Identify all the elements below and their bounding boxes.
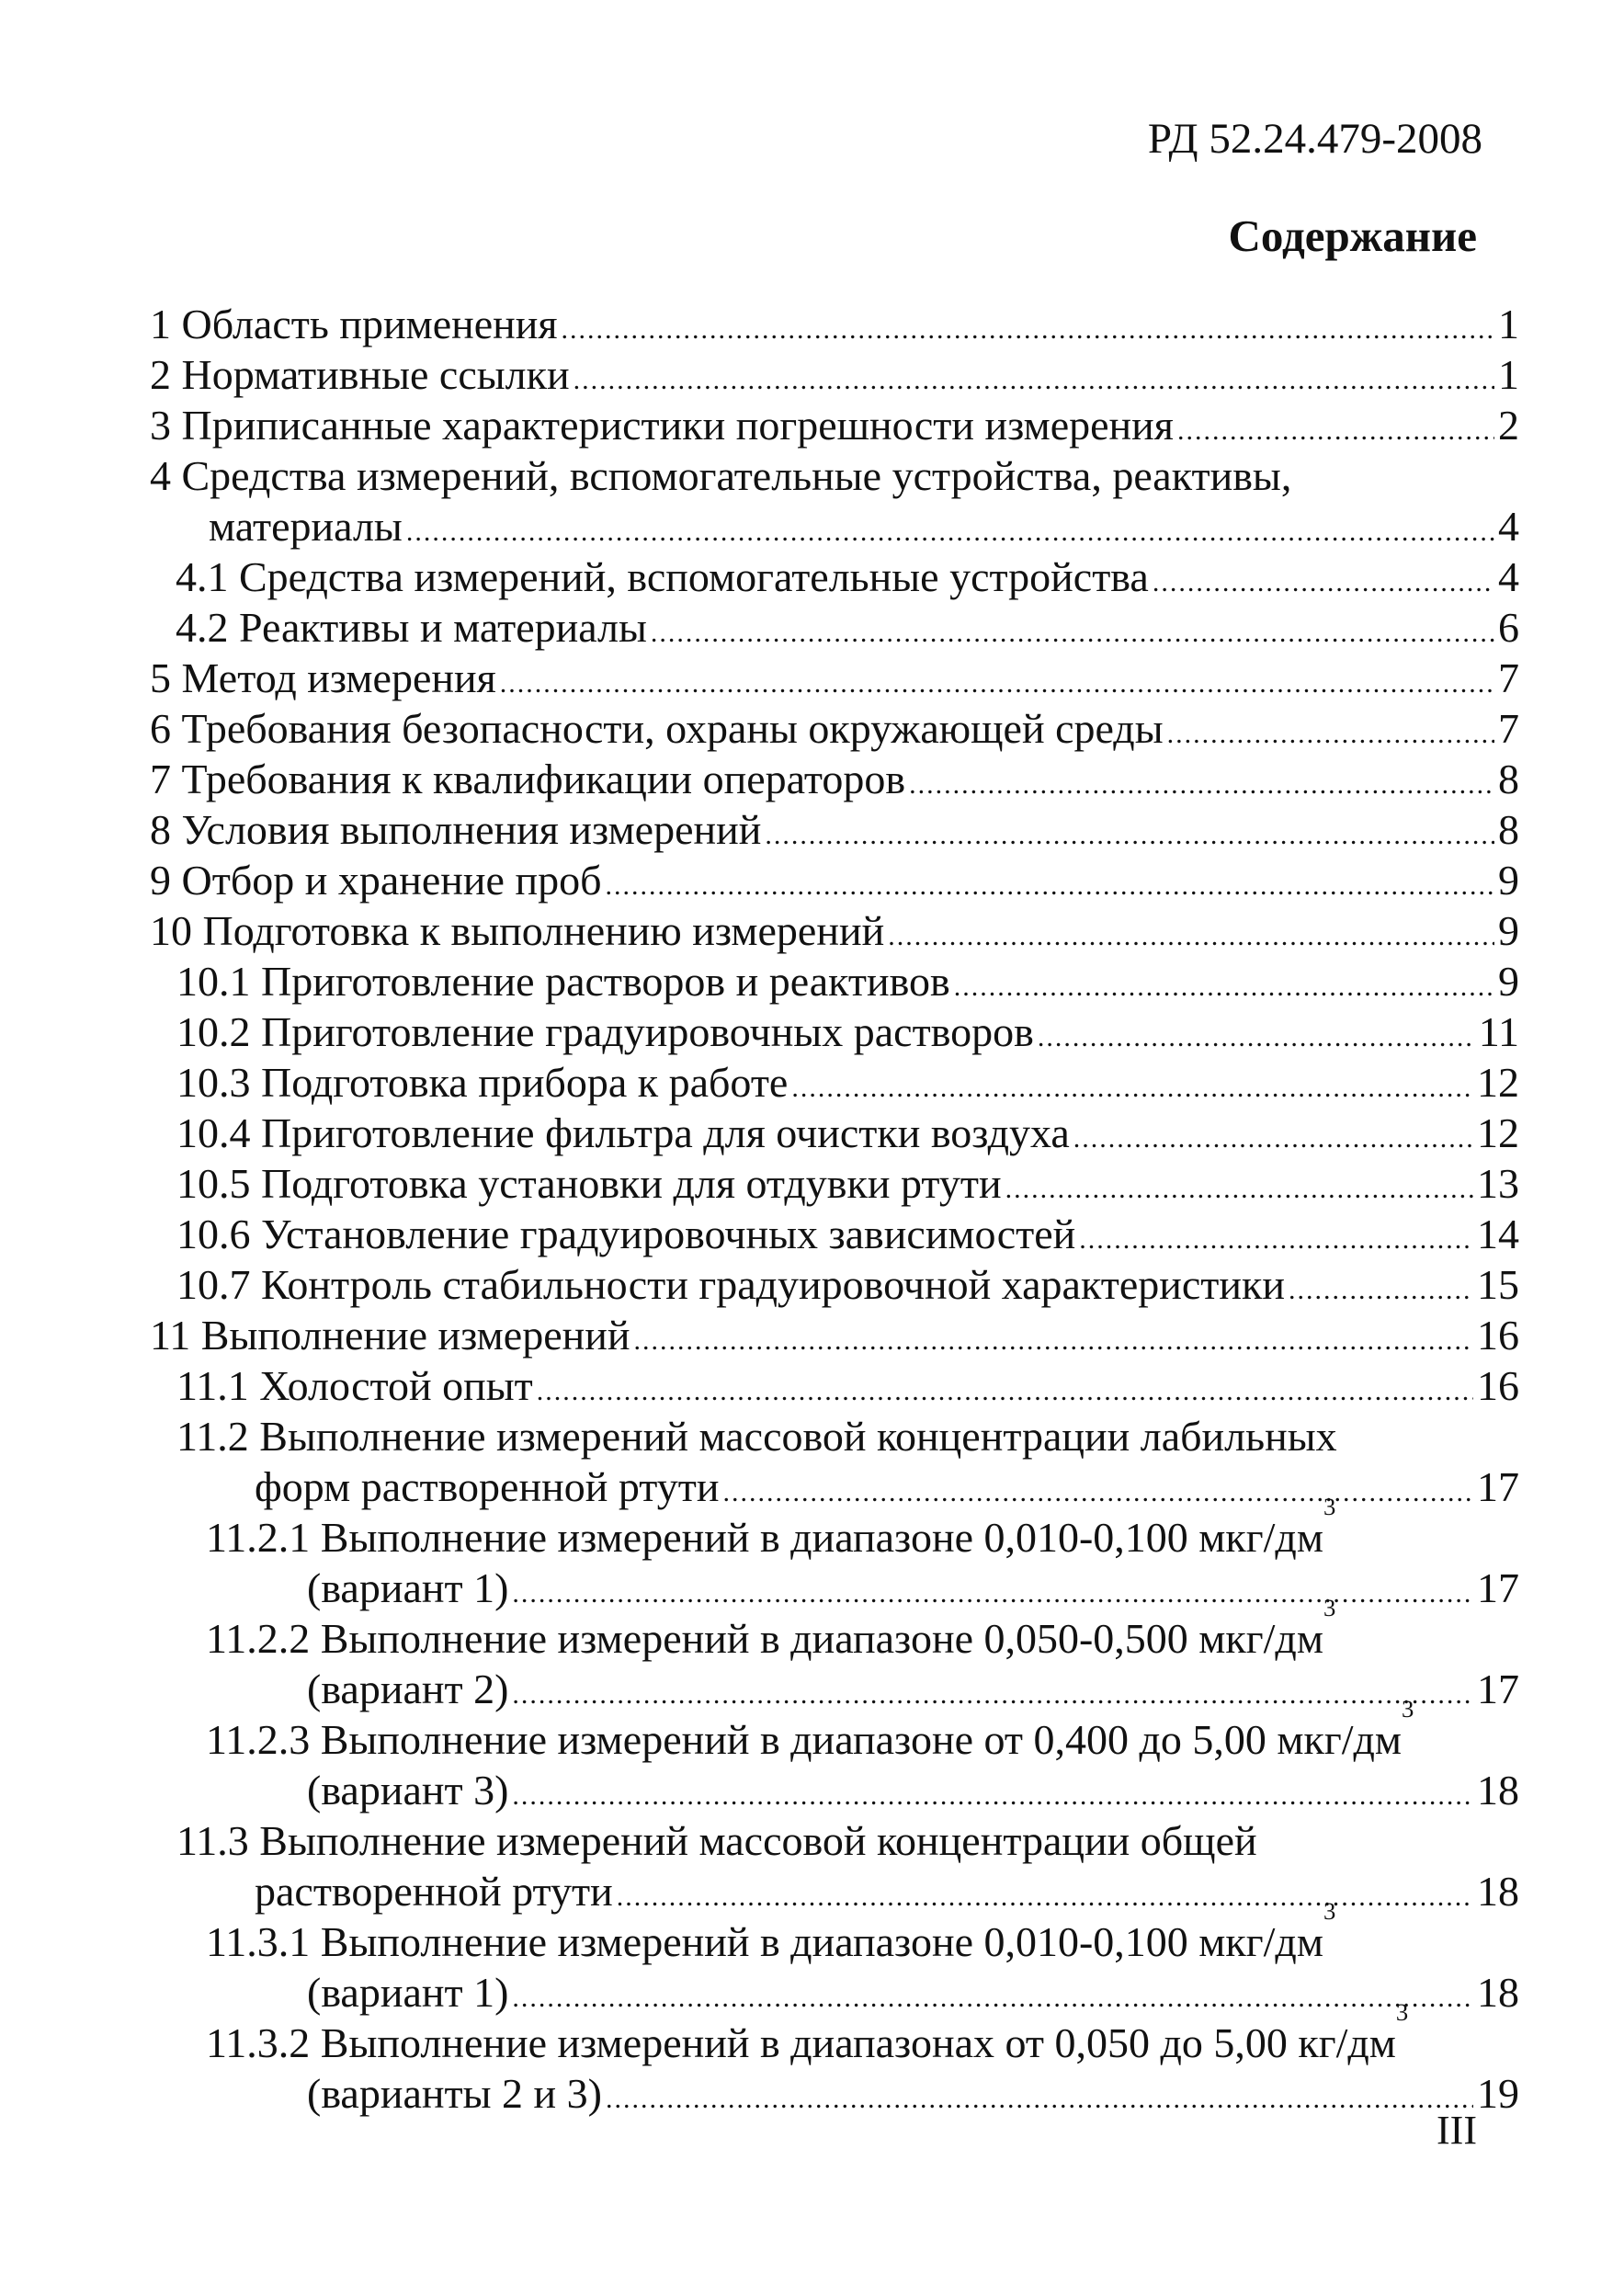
toc-entry-label: 7 Требования к квалификации операторов bbox=[150, 756, 906, 802]
toc-entry-continuation: форм растворенной ртути bbox=[255, 1463, 720, 1510]
toc-entry-10-1[interactable] bbox=[150, 956, 1519, 1006]
toc-entry-label: 3 Приписанные характеристики погрешности измерения bbox=[150, 402, 1174, 449]
toc-entry-11-3-continuation[interactable] bbox=[150, 1866, 1519, 1916]
toc-entry-label: 11 Выполнение измерений bbox=[150, 1312, 630, 1359]
toc-entry-page: 6 bbox=[1498, 604, 1519, 651]
toc-entry-page: 8 bbox=[1498, 806, 1519, 853]
toc-entry-page: 4 bbox=[1498, 503, 1519, 550]
toc-entry-page: 13 bbox=[1477, 1160, 1519, 1207]
toc-leader-dots bbox=[765, 810, 1494, 860]
toc-entry-label: 10.5 Подготовка установки для отдувки ртути bbox=[176, 1160, 1002, 1207]
toc-leader-dots bbox=[954, 961, 1494, 1012]
toc-entry-label: 11.3.1 Выполнение измерений в диапазоне 0,010-0,100 мкг/дм bbox=[206, 1918, 1323, 1965]
toc-leader-dots bbox=[617, 1871, 1473, 1922]
toc-entry-page: 9 bbox=[1498, 857, 1519, 904]
toc-entry-4-continuation[interactable] bbox=[150, 501, 1519, 551]
toc-leader-dots bbox=[1073, 1113, 1473, 1164]
toc-entry-continuation: (вариант 1) bbox=[307, 1969, 509, 2016]
superscript: 3 bbox=[1323, 1594, 1336, 1621]
toc-entry-label: 5 Метод измерения bbox=[150, 654, 496, 701]
toc-entry-label: 11.2.3 Выполнение измерений в диапазоне от 0,400 до 5,00 мкг/дм bbox=[206, 1716, 1403, 1763]
toc-leader-dots bbox=[722, 1467, 1473, 1518]
toc-leader-dots bbox=[537, 1366, 1473, 1416]
toc-entry-page: 12 bbox=[1477, 1059, 1519, 1106]
toc-entry-page: 14 bbox=[1477, 1211, 1519, 1257]
toc-entry-continuation: (варианты 2 и 3) bbox=[307, 2070, 602, 2117]
toc-entry-page: 19 bbox=[1477, 2070, 1519, 2117]
toc-entry-3[interactable] bbox=[150, 400, 1519, 450]
toc-entry-11-3[interactable] bbox=[150, 1815, 1519, 1866]
toc-entry-page: 15 bbox=[1477, 1261, 1519, 1308]
toc-leader-dots bbox=[1079, 1214, 1473, 1265]
toc-entry-label: 4.1 Средства измерений, вспомогательные устройства bbox=[176, 553, 1149, 600]
toc-entry-page: 7 bbox=[1498, 705, 1519, 752]
toc-entry-page: 18 bbox=[1477, 1969, 1519, 2016]
toc-leader-dots bbox=[574, 355, 1494, 405]
toc-entry-page: 7 bbox=[1498, 654, 1519, 701]
toc-entry-label: 11.2.2 Выполнение измерений в диапазоне 0,050-0,500 мкг/дм bbox=[206, 1615, 1323, 1662]
toc-entry-11-2-1[interactable] bbox=[150, 1493, 1519, 1563]
toc-entry-label: 4.2 Реактивы и материалы bbox=[176, 604, 647, 651]
toc-entry-continuation: растворенной ртути bbox=[255, 1868, 613, 1915]
toc-entry-label: 9 Отбор и хранение проб bbox=[150, 857, 602, 904]
toc-leader-dots bbox=[633, 1315, 1473, 1366]
toc-entry-10[interactable] bbox=[150, 905, 1519, 956]
superscript: 3 bbox=[1402, 1695, 1414, 1723]
toc-entry-11-3-1-continuation[interactable] bbox=[150, 1967, 1519, 2018]
toc-entry-11-2-2[interactable] bbox=[150, 1594, 1519, 1664]
toc-entry-11-3-1[interactable] bbox=[150, 1897, 1519, 1967]
toc-entry-label: 4 Средства измерений, вспомогательные устройства, реактивы, bbox=[150, 452, 1292, 499]
toc-entry-label: 1 Область применения bbox=[150, 301, 558, 347]
toc-entry-page: 1 bbox=[1498, 301, 1519, 347]
toc-entry-label: 6 Требования безопасности, охраны окружающей среды bbox=[150, 705, 1164, 752]
toc-leader-dots bbox=[512, 1669, 1473, 1720]
toc-entry-page: 17 bbox=[1477, 1564, 1519, 1611]
toc-leader-dots bbox=[1167, 709, 1494, 759]
toc-entry-page: 8 bbox=[1498, 756, 1519, 802]
toc-entry-continuation: (вариант 1) bbox=[307, 1564, 509, 1611]
superscript: 3 bbox=[1323, 1493, 1336, 1520]
toc-entry-page: 18 bbox=[1477, 1868, 1519, 1915]
toc-entry-4-1[interactable] bbox=[150, 551, 1519, 602]
toc-entry-page: 17 bbox=[1477, 1463, 1519, 1510]
toc-entry-2[interactable] bbox=[150, 349, 1519, 400]
toc-entry-label: 10.2 Приготовление градуировочных растворов bbox=[176, 1008, 1034, 1055]
toc-entry-label: 8 Условия выполнения измерений bbox=[150, 806, 762, 853]
toc-entry-continuation: материалы bbox=[209, 503, 403, 550]
toc-leader-dots bbox=[1153, 557, 1494, 608]
toc-leader-dots bbox=[909, 759, 1494, 810]
toc-entry-10-4[interactable] bbox=[150, 1108, 1519, 1158]
toc-leader-dots bbox=[651, 608, 1494, 658]
toc-entry-page: 2 bbox=[1498, 402, 1519, 449]
toc-entry-label: 10.6 Установление градуировочных зависимостей bbox=[176, 1211, 1076, 1257]
toc-entry-page: 11 bbox=[1478, 1008, 1519, 1055]
toc-entry-10-3[interactable] bbox=[150, 1057, 1519, 1108]
page-number: III bbox=[1437, 2108, 1477, 2153]
toc-entry-11-2[interactable] bbox=[150, 1411, 1519, 1461]
toc-leader-dots bbox=[606, 2074, 1473, 2124]
toc-leader-dots bbox=[1177, 405, 1494, 456]
toc-entry-11-3-2-continuation[interactable] bbox=[150, 2068, 1519, 2119]
toc-entry-6[interactable] bbox=[150, 703, 1519, 754]
toc-leader-dots bbox=[406, 506, 1494, 557]
toc-entry-10-5[interactable] bbox=[150, 1158, 1519, 1209]
toc-entry-11-2-continuation[interactable] bbox=[150, 1461, 1519, 1512]
toc-entry-4[interactable] bbox=[150, 450, 1519, 501]
toc-entry-9[interactable] bbox=[150, 855, 1519, 905]
toc-leader-dots bbox=[1289, 1265, 1473, 1315]
toc-entry-7[interactable] bbox=[150, 754, 1519, 804]
toc-entry-continuation: (вариант 3) bbox=[307, 1767, 509, 1814]
toc-entry-page: 12 bbox=[1477, 1109, 1519, 1156]
table-of-contents bbox=[150, 299, 1519, 2119]
toc-entry-page: 16 bbox=[1477, 1312, 1519, 1359]
toc-entry-label: 11.2.1 Выполнение измерений в диапазоне 0,010-0,100 мкг/дм bbox=[206, 1514, 1323, 1561]
toc-leader-dots bbox=[791, 1063, 1473, 1113]
document-code: РД 52.24.479-2008 bbox=[1147, 115, 1482, 163]
toc-entry-label: 2 Нормативные ссылки bbox=[150, 351, 570, 398]
toc-entry-11-2-3[interactable] bbox=[150, 1695, 1519, 1765]
toc-entry-page: 16 bbox=[1477, 1362, 1519, 1409]
toc-entry-11[interactable] bbox=[150, 1310, 1519, 1360]
superscript: 3 bbox=[1395, 1998, 1409, 2026]
toc-leader-dots bbox=[888, 911, 1494, 961]
toc-entry-page: 9 bbox=[1498, 907, 1519, 954]
toc-leader-dots bbox=[562, 304, 1494, 355]
toc-entry-5[interactable] bbox=[150, 653, 1519, 703]
toc-entry-10-6[interactable] bbox=[150, 1209, 1519, 1259]
toc-entry-11-2-1-continuation[interactable] bbox=[150, 1563, 1519, 1613]
superscript: 3 bbox=[1323, 1897, 1336, 1925]
toc-entry-11-3-2[interactable] bbox=[150, 1998, 1519, 2068]
toc-entry-11-2-3-continuation[interactable] bbox=[150, 1765, 1519, 1815]
toc-entry-11-1[interactable] bbox=[150, 1360, 1519, 1411]
toc-entry-page: 17 bbox=[1477, 1666, 1519, 1712]
toc-entry-8[interactable] bbox=[150, 804, 1519, 855]
toc-entry-4-2[interactable] bbox=[150, 602, 1519, 653]
toc-entry-10-7[interactable] bbox=[150, 1259, 1519, 1310]
toc-entry-label: 11.3.2 Выполнение измерений в диапазонах от 0,050 до 5,00 кг/дм bbox=[206, 2019, 1396, 2066]
toc-leader-dots bbox=[500, 658, 1494, 709]
toc-entry-label: 10 Подготовка к выполнению измерений bbox=[150, 907, 885, 954]
toc-entry-page: 9 bbox=[1498, 958, 1519, 1005]
toc-title: Содержание bbox=[1228, 210, 1477, 261]
toc-entry-label: 11.2 Выполнение измерений массовой концентрации лабильных bbox=[176, 1413, 1337, 1460]
toc-leader-dots bbox=[512, 1770, 1473, 1821]
toc-entry-page: 1 bbox=[1498, 351, 1519, 398]
toc-entry-11-2-2-continuation[interactable] bbox=[150, 1664, 1519, 1714]
toc-entry-10-2[interactable] bbox=[150, 1006, 1519, 1057]
toc-leader-dots bbox=[512, 1973, 1473, 2023]
toc-entry-label: 11.1 Холостой опыт bbox=[176, 1362, 533, 1409]
toc-entry-label: 10.1 Приготовление растворов и реактивов bbox=[176, 958, 950, 1005]
toc-entry-page: 4 bbox=[1498, 553, 1519, 600]
toc-entry-continuation: (вариант 2) bbox=[307, 1666, 509, 1712]
toc-entry-label: 11.3 Выполнение измерений массовой концентрации общей bbox=[176, 1817, 1257, 1864]
toc-entry-label: 10.4 Приготовление фильтра для очистки воздуха bbox=[176, 1109, 1070, 1156]
toc-entry-label: 10.7 Контроль стабильности градуировочной характеристики bbox=[176, 1261, 1285, 1308]
toc-leader-dots bbox=[1038, 1012, 1475, 1063]
toc-entry-1[interactable] bbox=[150, 299, 1519, 349]
toc-leader-dots bbox=[1005, 1164, 1473, 1214]
toc-leader-dots bbox=[605, 860, 1494, 911]
toc-entry-label: 10.3 Подготовка прибора к работе bbox=[176, 1059, 789, 1106]
toc-entry-page: 18 bbox=[1477, 1767, 1519, 1814]
